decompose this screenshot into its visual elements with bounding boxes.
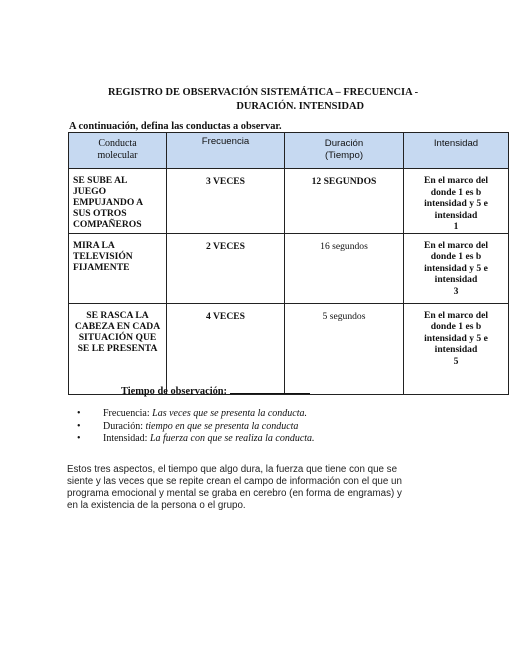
definition-description: tiempo en que se presenta la conducta [143, 420, 299, 432]
observation-time [121, 384, 310, 397]
bullet-icon: • [77, 420, 81, 432]
bullet-icon: • [77, 408, 81, 419]
intensidad-line-2: donde 1 es b [430, 251, 482, 262]
definitions-list [71, 408, 315, 446]
definition-term: Duración [103, 420, 141, 432]
cell-intensidad [404, 303, 509, 394]
observation-time-label: Tiempo de observación: [121, 386, 228, 397]
cell-frecuencia: 2 VECES [167, 233, 285, 303]
table-row [69, 169, 509, 234]
cell-duracion: 16 segundos [285, 233, 404, 303]
intensidad-value: 1 [453, 221, 459, 232]
intro-text: A continuación, defina las conductas a observar. [69, 121, 282, 132]
intensidad-line-4: intensidad [434, 344, 478, 355]
cell-conducta: MIRA LA TELEVISIÓN FIJAMENTE [69, 233, 167, 303]
cell-duracion: 5 segundos [285, 303, 404, 394]
header-duracion [285, 133, 404, 169]
header-conducta-line-1: Conducta [98, 138, 137, 149]
intensidad-value: 3 [453, 285, 459, 297]
title-line-2: DURACIÓN. INTENSIDAD [236, 101, 364, 112]
bullet-icon: • [77, 433, 81, 444]
list-item [71, 421, 315, 434]
definition-separator: : [140, 420, 143, 432]
header-intensidad: Intensidad [404, 133, 509, 169]
explanation-paragraph: Estos tres aspectos, el tiempo que algo dura, la fuerza que tiene con que se siente y las veces que se repite crean el campo de información con el que un programa emocional y mental se graba en cerebro (en forma de engramas) y en la existencia de la persona o el grupo. [67, 463, 402, 511]
cell-conducta: SE RASCA LA CABEZA EN CADA SITUACIÓN QUE SE LE PRESENTA [69, 303, 167, 394]
header-frecuencia: Frecuencia [167, 133, 285, 169]
header-duracion-line-2: (Tiempo) [324, 150, 364, 161]
observation-table [68, 132, 509, 395]
definition-term: Intensidad [103, 433, 145, 444]
list-item [71, 433, 315, 446]
definition-description: Las veces que se presenta la conducta. [149, 408, 308, 419]
intensidad-value: 5 [453, 355, 459, 367]
cell-intensidad [404, 169, 509, 234]
header-conducta-line-2: molecular [97, 150, 138, 161]
intensidad-line-4: intensidad [434, 209, 478, 221]
document-title [108, 86, 419, 114]
title-line-1: REGISTRO DE OBSERVACIÓN SISTEMÁTICA – FRECUENCIA - [108, 87, 419, 98]
intensidad-line-1: En el marco del [423, 175, 489, 186]
cell-intensidad [404, 233, 509, 303]
intensidad-line-2: donde 1 es b [430, 321, 482, 332]
observation-table-wrapper [68, 132, 489, 380]
header-conducta [69, 133, 167, 169]
list-item [71, 408, 315, 421]
intensidad-line-1: En el marco del [423, 309, 489, 321]
definition-separator: : [144, 433, 148, 444]
cell-frecuencia: 3 VECES [167, 169, 285, 234]
intensidad-line-3: intensidad y 5 e [424, 198, 488, 209]
cell-duracion: 12 SEGUNDOS [285, 169, 404, 234]
cell-frecuencia: 4 VECES [167, 303, 285, 394]
intensidad-line-2: donde 1 es b [430, 186, 482, 198]
intensidad-line-4: intensidad [434, 274, 478, 285]
header-duracion-line-1: Duración [324, 138, 364, 149]
intensidad-line-1: En el marco del [423, 239, 489, 251]
table-header-row [69, 133, 509, 169]
observation-time-blank [230, 384, 310, 394]
intensidad-line-3: intensidad y 5 e [424, 262, 488, 274]
definition-separator: : [146, 408, 150, 419]
table-row [69, 233, 509, 303]
definition-description: La fuerza con que se realiza la conducta. [147, 433, 315, 444]
intensidad-line-3: intensidad y 5 e [424, 332, 488, 344]
table-row [69, 303, 509, 394]
cell-conducta: SE SUBE AL JUEGO EMPUJANDO A SUS OTROS COMPAÑEROS [69, 169, 167, 234]
definition-term: Frecuencia [103, 408, 147, 419]
